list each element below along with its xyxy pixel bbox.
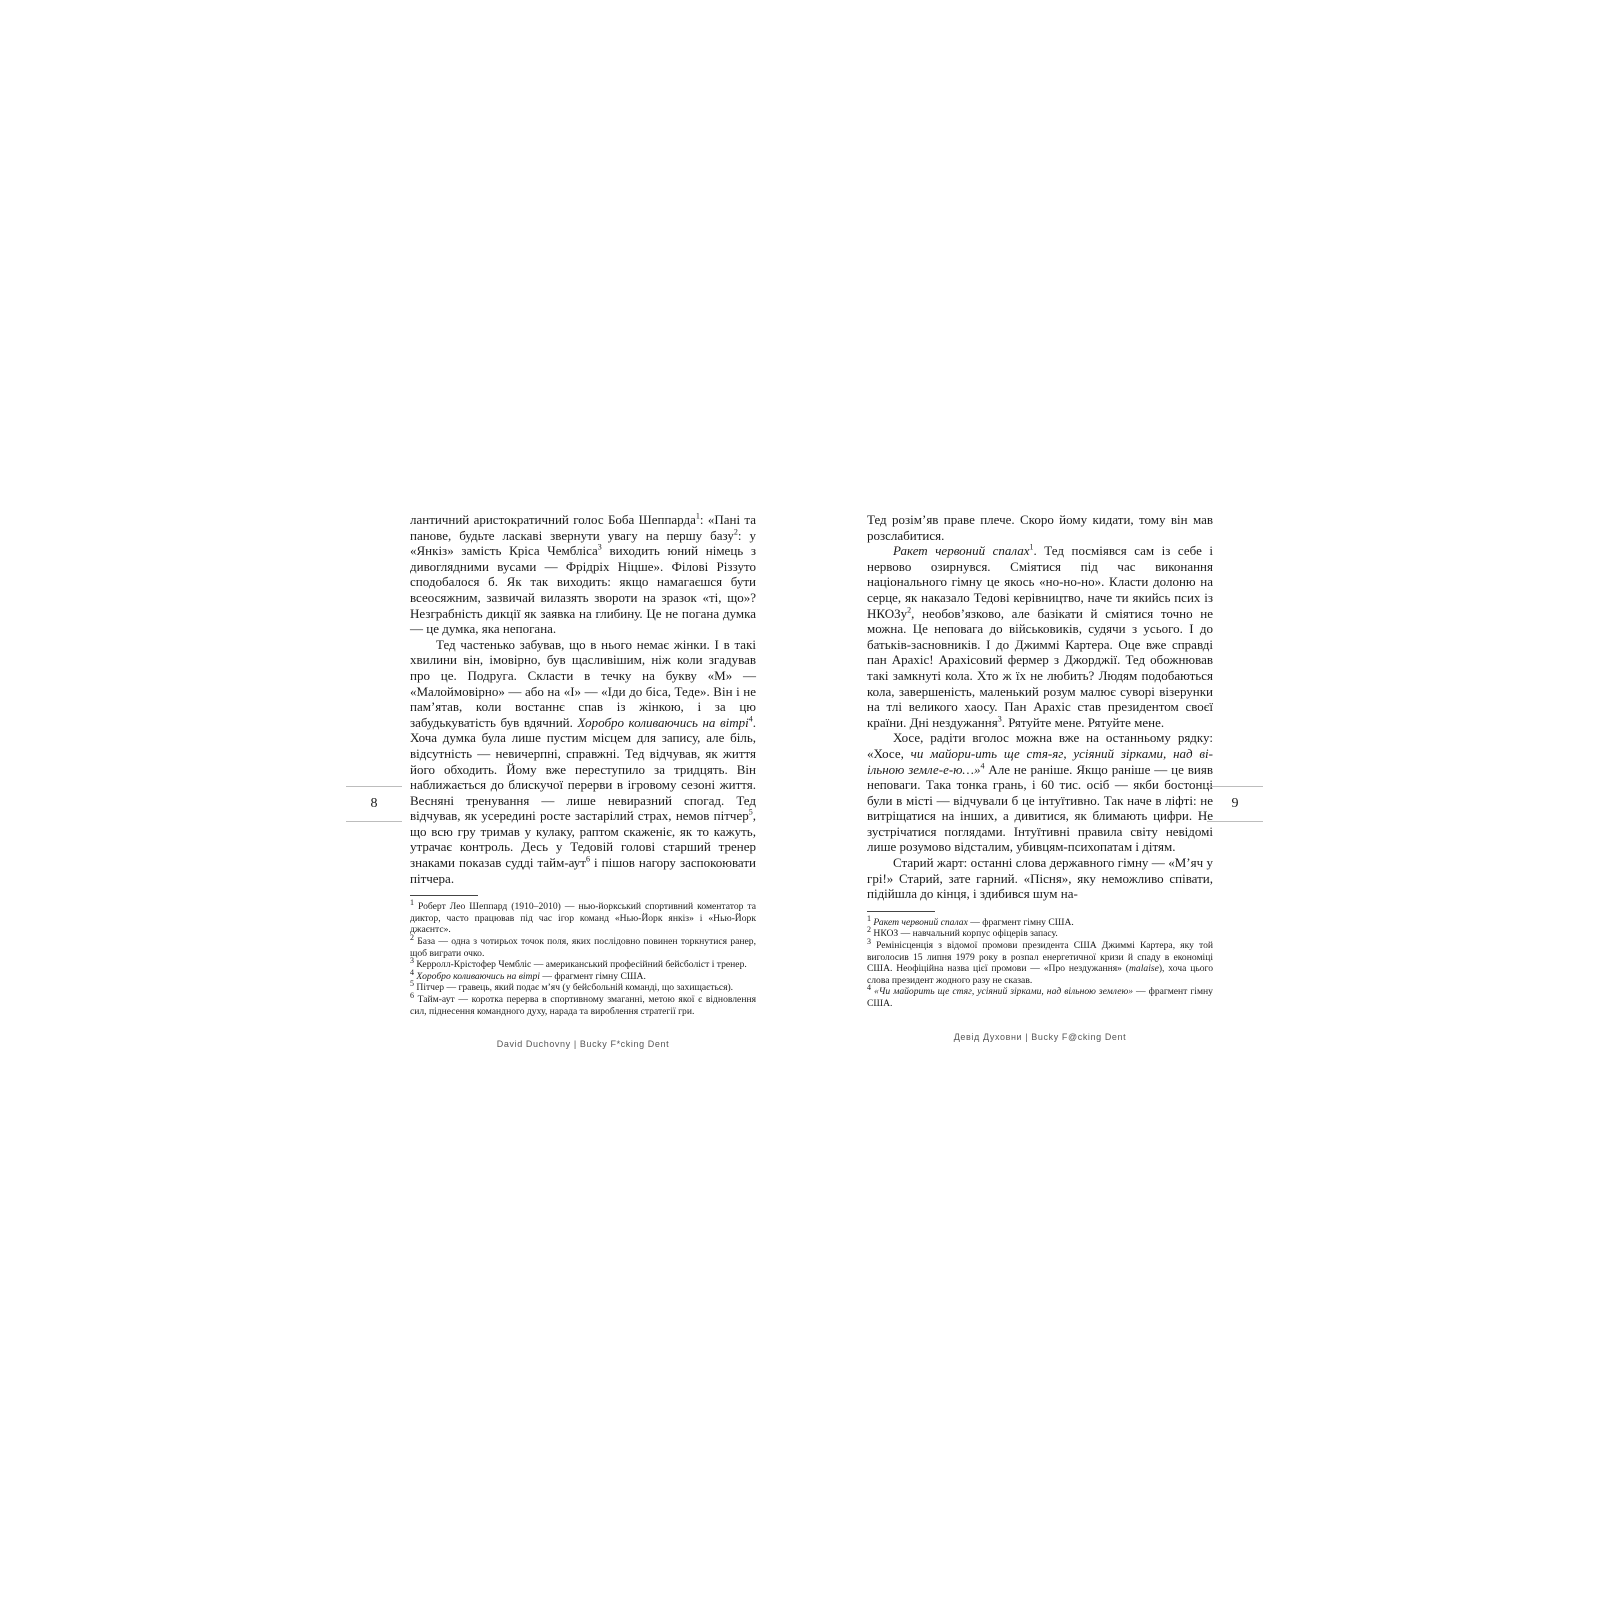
paragraph — [867, 512, 1213, 543]
italic-text: «Чи майорить ще стяг, усіяний зірками, над вільною землею» — [874, 986, 1134, 998]
footnote — [410, 967, 756, 983]
page-number-rule-bottom — [346, 821, 402, 822]
right-body-text — [867, 512, 1213, 902]
text-run: Старий жарт: останні слова державного гімну — «М’яч у грі!» Старий, зате гарний. «Пісня», яку неможливо співати, підійшла до кінця, і здибився шум на- — [867, 855, 1213, 902]
italic-text: Ракет червоний спалах — [893, 543, 1030, 559]
footnote-ref: 1 — [867, 913, 871, 923]
footnote-ref: 3 — [867, 936, 871, 946]
text-run: — фрагмент гімну США. — [539, 970, 646, 982]
footnote-ref: 2 — [733, 527, 738, 537]
footnote-ref: 6 — [410, 990, 414, 1000]
footnote — [867, 936, 1213, 986]
paragraph — [410, 512, 756, 637]
italic-text: Ракет червоний спалах — [873, 916, 968, 928]
footnote-ref: 2 — [867, 925, 871, 935]
text-run: Хосе, радіти вголос можна вже на останньому рядку: «Хосе, — [867, 730, 1213, 761]
footnote-ref: 4 — [980, 761, 985, 771]
text-run: . Хоча думка була лише пустим місцем для запису, але біль, відсутність — невичерпні, справжні. Тед відчував, як життя його обходить. Йому вже переступило за тридцять. Він наближається до блискучої перерви в ігровому сезоні життя. Весняні тренування — лише невиразний спогад. Тед відчував, як усередині росте застарілий страх, немов пітчер — [410, 714, 756, 824]
text-run: : у «Янкіз» замість Кріса Чембліса — [410, 527, 756, 559]
text-run: База — одна з чотирьох точок поля, яких послідовно повинен торкнутися ранер, щоб виграти очко. — [410, 936, 756, 959]
left-body-text — [410, 512, 756, 886]
italic-text: Хоробро коливаючись на вітрі — [416, 970, 540, 982]
footnote-ref: 6 — [585, 854, 590, 864]
italic-text: malaise — [1129, 963, 1159, 975]
page-number-left: 8 — [370, 796, 378, 811]
footnote — [867, 983, 1213, 1009]
left-page — [410, 512, 756, 1049]
text-run: ), хоча цього слова президент жодного разу не сказав. — [867, 963, 1213, 986]
text-run: лантичний аристократичний голос Боба Шеппарда — [410, 512, 696, 527]
footnote-ref: 1 — [695, 511, 700, 521]
footnote — [410, 979, 756, 994]
footnote-ref: 3 — [597, 542, 602, 552]
footnote-ref: 2 — [907, 605, 912, 615]
italic-text: чи майори-ить ще стя-яг, усіяний зірками, над ві-ільною земле-е-ю…» — [867, 745, 1213, 777]
footnote-ref: 4 — [410, 967, 414, 977]
text-run: НКОЗ — навчальний корпус офіцерів запасу. — [871, 928, 1058, 940]
text-run: Роберт Лео Шеппард (1910–2010) — нью-йоркський спортивний коментатор та диктор, часто працював під час ігор команд «Нью-Йорк янкіз» і «Нью-Йорк джаєнтс». — [410, 901, 756, 936]
text-run: Керролл-Крістофер Чембліс — американський професійний бейсболіст і тренер. — [414, 959, 747, 971]
left-footnotes — [410, 898, 756, 1017]
text-run: — фрагмент гімну США. — [867, 986, 1213, 1009]
paragraph — [867, 855, 1213, 902]
page-number-right: 9 — [1231, 796, 1239, 811]
footnote-ref: 3 — [997, 714, 1002, 724]
text-run: . Рятуйте мене. Рятуйте мене. — [1001, 714, 1165, 730]
text-run: Але не раніше. Якщо раніше — це вияв неповаги. Така тонка грань, і 60 тис. осіб — якби бостонці були в місті — відчували б це інтуїтивно. Так наче в ліфті: не витріщатися на інших, а дивитися, як блимають цифри. Не зустрічатися поглядами. Інтуїтивні правила світу невідомі лише розумово відсталим, убивцям-психопатам і дітям. — [867, 761, 1213, 855]
footnote-ref: 1 — [1029, 542, 1034, 552]
footnote — [867, 913, 1213, 929]
left-footnote-rule — [410, 895, 478, 896]
footnote — [410, 990, 756, 1017]
paragraph — [867, 543, 1213, 730]
text-run: Тайм-аут — коротка перерва в спортивному змаганні, метою якої є відновлення сил, піднесення командного духу, нарада та вироблення стратегії гри. — [410, 994, 756, 1017]
text-run: Пітчер — гравець, який подає м’яч (у бейсбольній команді, що захищається). — [414, 982, 734, 994]
page-number-rule-bottom — [1207, 821, 1263, 822]
text-run: і пішов нагору заспокоювати пітчера. — [410, 855, 757, 886]
page-number-right-block — [1207, 786, 1263, 822]
left-running-footer: David Duchovny | Bucky F*cking Dent — [496, 1039, 670, 1050]
page-number-left-block — [346, 786, 402, 822]
right-footnotes — [867, 913, 1213, 1010]
right-page — [867, 512, 1213, 1042]
text-run: , що всю гру тримав у кулаку, раптом скаженіє, як то кажуть, утрачає контроль. Десь у Тедовій голові старший тренер знаками показав судді тайм-аут — [410, 808, 756, 871]
text-run: : «Пані та панове, будьте ласкаві звернути увагу на першу базу — [410, 512, 756, 543]
text-run: виходить юний німець з дивоглядними вусами — Фрідріх Ніцше». Філові Різзуто сподобалося б. Як так виходить: якщо намагаєшся бути всеосяжним, зазвичай вилазять звороти на зразок «ті, що»? Незграбність дикції як заявка на глибину. Це не погана думка — це думка, яка непогана. — [410, 543, 756, 637]
footnote-ref: 5 — [748, 807, 753, 817]
right-running-footer: Девід Духовни | Bucky F@cking Dent — [953, 1031, 1127, 1042]
italic-text: Хоробро коливаючись на вітрі — [577, 714, 749, 730]
footnote — [410, 898, 756, 936]
footnote — [867, 925, 1213, 940]
footnote-ref: 1 — [410, 898, 414, 908]
paragraph — [410, 637, 756, 887]
footnote — [410, 932, 756, 959]
footnote-ref: 4 — [867, 983, 871, 993]
footnote — [410, 956, 756, 971]
text-run: Ремінісценція з відомої промови президента США Джиммі Картера, яку той виголосив 15 липня 1979 року в розпал енергетичної кризи й спаду в економіці США. Неофіційна назва цієї промови — «Про нездужання» ( — [867, 940, 1213, 975]
text-run: , необов’язково, але базікати й сміятися точно не можна. Це неповага до військовиків, судячи з усього. І до батьків-засновників. І до Джиммі Картера. Оце вже справді пан Арахіс! Арахісовий фермер з Джорджії. Тед обожнював такі замкнуті кола. Хто ж їх не любить? Людям подобаються кола, завершеність, маленький розум малює суворі візерунки на тлі великого хаосу. Пан Арахіс став президентом своєї країни. Дні нездужання — [867, 605, 1213, 730]
text-run: Тед частенько забував, що в нього немає жінки. І в такі хвилини він, імовірно, був щасливішим, ніж коли згадував про це. Подруга. Скласти в течку на букву «М» — «Малоймовірно» — або на «І» — «Іди до біса, Теде». Він і не пам’ятав, коли востаннє спав із жінкою, і за цю забудькуватість був вдячний. — [410, 636, 756, 730]
footnote-ref: 3 — [410, 956, 414, 966]
text-run: Тед розім’яв праве плече. Скоро йому кидати, тому він мав розслабитися. — [867, 512, 1213, 543]
footnote-ref: 2 — [410, 932, 414, 942]
text-run: . Тед посміявся сам із себе і нервово озирнувся. Сміятися під час виконання національного гімну це якось «но-но-но». Класти долоню на серце, як наказало Тедові керівництво, наче ти якийсь псих із НКОЗу — [867, 543, 1213, 621]
right-footnote-rule — [867, 911, 935, 912]
footnote-ref: 5 — [410, 979, 414, 989]
paragraph — [867, 730, 1213, 855]
footnote-ref: 4 — [748, 714, 753, 724]
text-run: — фрагмент гімну США. — [967, 916, 1074, 928]
